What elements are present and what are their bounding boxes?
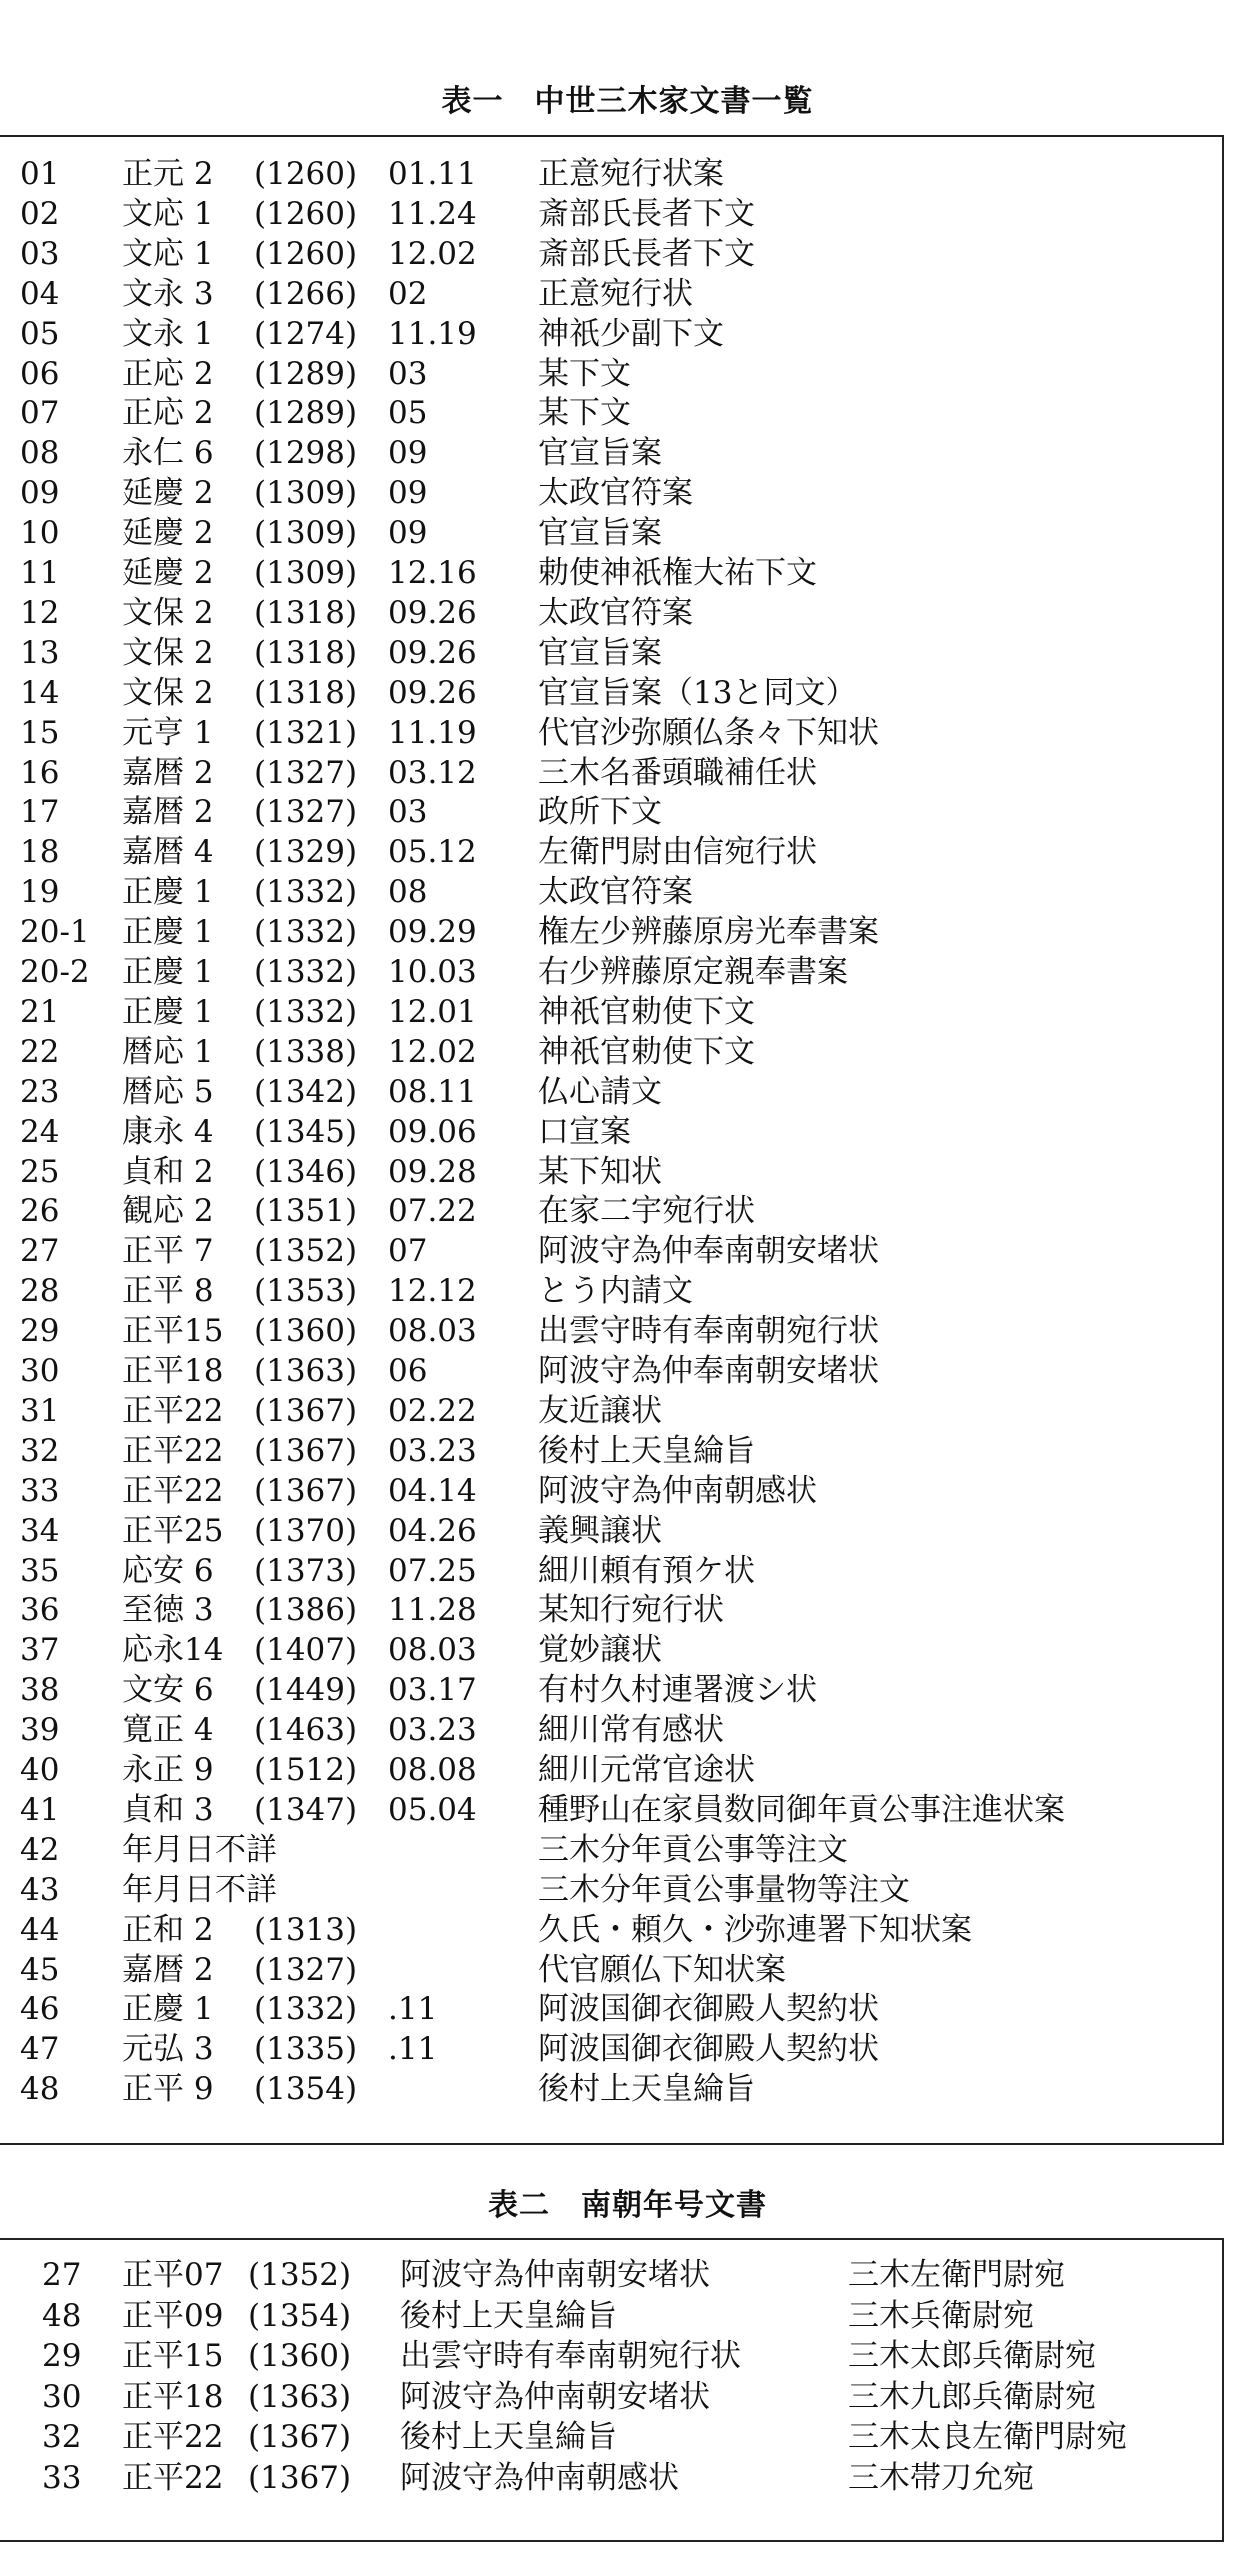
year: (1407) [254, 1632, 358, 1669]
year: (1363) [248, 2378, 352, 2415]
year: (1360) [248, 2338, 352, 2374]
document-title: 阿波守為仲南朝安堵状 [400, 2378, 710, 2415]
date: 09.26 [388, 634, 477, 671]
year: (1298) [254, 435, 358, 472]
doc-number: 44 [20, 1911, 60, 1948]
era-name: 暦応 1 [122, 1033, 214, 1070]
era-name: 延慶 2 [122, 555, 214, 591]
era-name: 正慶 1 [122, 993, 214, 1030]
year: (1360) [254, 1313, 358, 1350]
date: 11.24 [388, 195, 477, 232]
year: (1318) [254, 674, 358, 711]
document-title: 三木分年貢公事等注文 [538, 1831, 848, 1868]
document-title: 後村上天皇綸旨 [400, 2297, 617, 2334]
era-name: 文永 3 [122, 275, 214, 312]
year: (1309) [254, 515, 358, 552]
doc-number: 20-2 [20, 954, 90, 990]
table1-title: 表一 中世三木家文書一覧 [441, 84, 814, 119]
table2-title: 表二 南朝年号文書 [488, 2188, 767, 2223]
year: (1332) [254, 874, 358, 911]
era-name: 正平22 [122, 1432, 224, 1469]
doc-number: 25 [20, 1153, 60, 1190]
year: (1363) [254, 1353, 358, 1389]
document-title: 権左少辨藤原房光奉書案 [538, 914, 879, 951]
era-name: 文永 1 [122, 315, 214, 352]
era-name: 正平18 [122, 2378, 224, 2415]
era-name: 正平09 [122, 2297, 224, 2334]
doc-number: 26 [20, 1193, 60, 1230]
era-name: 正和 2 [122, 1911, 214, 1948]
doc-number: 34 [20, 1512, 60, 1549]
document-title: 正意宛行状 [538, 275, 693, 312]
era-name: 嘉暦 2 [122, 1951, 214, 1988]
document-title: 仏心請文 [538, 1073, 662, 1110]
doc-number: 12 [20, 594, 60, 631]
document-title: 細川頼有預ケ状 [538, 1552, 755, 1589]
doc-number: 18 [20, 834, 60, 871]
era-name: 寛正 4 [122, 1712, 214, 1749]
date: 08.03 [388, 1632, 477, 1669]
doc-number: 14 [20, 674, 60, 711]
era-name: 正平07 [122, 2257, 224, 2293]
document-title: 阿波守為仲南朝感状 [538, 1472, 817, 1509]
date: 03.12 [388, 754, 477, 791]
doc-number: 30 [20, 1353, 60, 1389]
doc-number: 10 [20, 515, 60, 552]
doc-number: 17 [20, 794, 60, 831]
era-name: 正平15 [122, 2338, 224, 2374]
doc-number: 21 [20, 993, 60, 1030]
doc-number: 27 [42, 2257, 82, 2293]
era-name: 文応 1 [122, 235, 214, 272]
date: 02 [388, 275, 428, 312]
document-title: 種野山在家員数同御年貢公事注進状案 [538, 1791, 1065, 1828]
year: (1338) [254, 1033, 358, 1070]
doc-number: 38 [20, 1672, 60, 1709]
date: 03 [388, 794, 428, 831]
year: (1373) [254, 1552, 358, 1589]
date: 11.19 [388, 315, 477, 352]
year: (1260) [254, 156, 358, 192]
document-title: 神祇少副下文 [538, 315, 724, 352]
document-title: 細川元常官途状 [538, 1752, 755, 1788]
date: 09.28 [388, 1153, 477, 1190]
date: 07 [388, 1233, 428, 1270]
doc-number: 43 [20, 1871, 60, 1908]
addressee: 三木帯刀允宛 [848, 2459, 1034, 2496]
doc-number: 09 [20, 475, 60, 512]
era-name: 康永 4 [122, 1113, 214, 1150]
date: 09.26 [388, 594, 477, 631]
doc-number: 08 [20, 435, 60, 472]
date: 03.23 [388, 1712, 477, 1749]
doc-number: 13 [20, 634, 60, 671]
addressee: 三木太郎兵衛尉宛 [848, 2338, 1096, 2374]
document-title: 覚妙譲状 [538, 1632, 662, 1669]
doc-number: 42 [20, 1831, 60, 1868]
addressee: 三木左衛門尉宛 [848, 2257, 1065, 2293]
year: (1321) [254, 714, 358, 751]
date: 07.22 [388, 1193, 477, 1230]
date: 12.02 [388, 1033, 477, 1070]
year: (1367) [248, 2459, 352, 2496]
document-title: 政所下文 [538, 794, 662, 831]
document-title: 某下文 [538, 355, 631, 392]
document-title: 友近譲状 [538, 1392, 662, 1429]
date: 09 [388, 515, 428, 552]
addressee: 三木九郎兵衛尉宛 [848, 2378, 1096, 2415]
year: (1367) [254, 1392, 358, 1429]
year: (1332) [254, 993, 358, 1030]
date: 11.28 [388, 1592, 477, 1629]
date: 09.29 [388, 914, 477, 951]
era-name: 応永14 [122, 1632, 224, 1669]
year: (1463) [254, 1712, 358, 1749]
year: (1367) [254, 1472, 358, 1509]
doc-number: 40 [20, 1752, 60, 1788]
year: (1289) [254, 355, 358, 392]
date: 04.14 [388, 1472, 477, 1509]
year: (1354) [254, 2071, 358, 2108]
doc-number: 11 [20, 555, 60, 591]
doc-number: 31 [20, 1392, 60, 1429]
doc-number: 03 [20, 235, 60, 272]
document-title: 在家二宇宛行状 [538, 1193, 755, 1230]
date: 09 [388, 475, 428, 512]
doc-number: 05 [20, 315, 60, 352]
year: (1313) [254, 1911, 358, 1948]
doc-number: 41 [20, 1791, 60, 1828]
doc-number: 33 [20, 1472, 60, 1509]
document-title: 久氏・頼久・沙弥連署下知状案 [538, 1911, 972, 1948]
doc-number: 32 [20, 1432, 60, 1469]
year: (1352) [254, 1233, 358, 1270]
doc-number: 07 [20, 395, 60, 432]
document-title: 有村久村連署渡シ状 [538, 1672, 817, 1709]
doc-number: 48 [20, 2071, 60, 2108]
era-name: 文安 6 [122, 1672, 214, 1709]
year: (1327) [254, 1951, 358, 1988]
document-title: 義興譲状 [538, 1512, 662, 1549]
year: (1386) [254, 1592, 358, 1629]
document-title: 阿波守為仲奉南朝安堵状 [538, 1353, 879, 1389]
date: 08.08 [388, 1752, 477, 1788]
doc-number: 23 [20, 1073, 60, 1110]
era-name: 永正 9 [122, 1752, 214, 1788]
year: (1449) [254, 1672, 358, 1709]
doc-number: 47 [20, 2031, 60, 2068]
document-title: 阿波守為仲奉南朝安堵状 [538, 1233, 879, 1270]
era-name: 嘉暦 4 [122, 834, 214, 871]
document-title: 官宣旨案 [538, 515, 662, 552]
document-title: 官宣旨案（13と同文） [538, 674, 857, 711]
era-name: 嘉暦 2 [122, 794, 214, 831]
doc-number: 28 [20, 1273, 60, 1310]
doc-number: 04 [20, 275, 60, 312]
era-name: 延慶 2 [122, 475, 214, 512]
addressee: 三木兵衛尉宛 [848, 2297, 1034, 2334]
date: 05.04 [388, 1791, 477, 1828]
year: (1367) [254, 1432, 358, 1469]
era-name: 正慶 1 [122, 914, 214, 951]
year: (1274) [254, 315, 358, 352]
era-name: 正元 2 [122, 156, 214, 192]
era-name: 正平 8 [122, 1273, 214, 1310]
doc-number: 37 [20, 1632, 60, 1669]
doc-number: 46 [20, 1991, 60, 2028]
addressee: 三木太良左衛門尉宛 [848, 2419, 1127, 2455]
year: (1345) [254, 1113, 358, 1150]
year: (1352) [248, 2257, 352, 2293]
document-title: 後村上天皇綸旨 [400, 2419, 617, 2455]
era-name: 正平25 [122, 1512, 224, 1549]
document-title: 阿波守為仲南朝安堵状 [400, 2257, 710, 2293]
date: 12.16 [388, 555, 477, 591]
year: (1342) [254, 1073, 358, 1110]
doc-number: 22 [20, 1033, 60, 1070]
year: (1347) [254, 1791, 358, 1828]
date: 08 [388, 874, 428, 911]
year: (1260) [254, 195, 358, 232]
document-title: 三木名番頭職補任状 [538, 754, 817, 791]
era-name: 文応 1 [122, 195, 214, 232]
document-title: 神祇官勅使下文 [538, 993, 755, 1030]
doc-number: 48 [42, 2297, 82, 2334]
year: (1266) [254, 275, 358, 312]
date: 12.02 [388, 235, 477, 272]
date: 05.12 [388, 834, 477, 871]
doc-number: 30 [42, 2378, 82, 2415]
document-title: 阿波守為仲南朝感状 [400, 2459, 679, 2496]
year: (1260) [254, 235, 358, 272]
doc-number: 16 [20, 754, 60, 791]
year: (1353) [254, 1273, 358, 1310]
era-name: 永仁 6 [122, 435, 214, 472]
era-name: 応安 6 [122, 1552, 214, 1589]
era-name: 正応 2 [122, 395, 214, 432]
document-title: 勅使神祇権大祐下文 [538, 555, 817, 591]
year: (1289) [254, 395, 358, 432]
date: 07.25 [388, 1552, 477, 1589]
era-name: 貞和 3 [122, 1791, 214, 1828]
year: (1332) [254, 1991, 358, 2028]
date: 11.19 [388, 714, 477, 751]
era-name: 観応 2 [122, 1193, 214, 1230]
era-name: 年月日不詳 [122, 1871, 277, 1908]
date: 09 [388, 435, 428, 472]
doc-number: 32 [42, 2419, 82, 2455]
era-name: 文保 2 [122, 674, 214, 711]
era-name: 嘉暦 2 [122, 754, 214, 791]
era-name: 正平22 [122, 1472, 224, 1509]
era-name: 正平18 [122, 1353, 224, 1389]
doc-number: 33 [42, 2459, 82, 2496]
document-title: 官宣旨案 [538, 634, 662, 671]
date: 04.26 [388, 1512, 477, 1549]
date: 12.12 [388, 1273, 477, 1310]
date: 08.03 [388, 1313, 477, 1350]
document-title: 太政官符案 [538, 475, 693, 512]
era-name: 正平 9 [122, 2071, 214, 2108]
year: (1309) [254, 475, 358, 512]
document-title: 正意宛行状案 [538, 156, 724, 192]
era-name: 元亨 1 [122, 714, 214, 751]
doc-number: 29 [42, 2338, 82, 2374]
date: 06 [388, 1353, 428, 1389]
document-title: 阿波国御衣御殿人契約状 [538, 2031, 879, 2068]
doc-number: 19 [20, 874, 60, 911]
document-title: 三木分年貢公事量物等注文 [538, 1871, 910, 1908]
date: 02.22 [388, 1392, 477, 1429]
document-title: 後村上天皇綸旨 [538, 2071, 755, 2108]
era-name: 正平 7 [122, 1233, 214, 1270]
doc-number: 06 [20, 355, 60, 392]
document-title: 代官願仏下知状案 [538, 1951, 786, 1988]
year: (1332) [254, 914, 358, 951]
document-title: 口宣案 [538, 1113, 631, 1150]
year: (1351) [254, 1193, 358, 1230]
year: (1512) [254, 1752, 358, 1788]
doc-number: 39 [20, 1712, 60, 1749]
era-name: 文保 2 [122, 594, 214, 631]
date: 10.03 [388, 954, 477, 990]
date: 09.26 [388, 674, 477, 711]
document-title: 斎部氏長者下文 [538, 235, 755, 272]
date: 08.11 [388, 1073, 477, 1110]
document-title: 官宣旨案 [538, 435, 662, 472]
year: (1335) [254, 2031, 358, 2068]
document-title: 某知行宛行状 [538, 1592, 724, 1629]
era-name: 貞和 2 [122, 1153, 214, 1190]
year: (1318) [254, 594, 358, 631]
doc-number: 45 [20, 1951, 60, 1988]
era-name: 至徳 3 [122, 1592, 214, 1629]
document-title: 右少辨藤原定親奉書案 [538, 954, 848, 990]
year: (1346) [254, 1153, 358, 1190]
date: 09.06 [388, 1113, 477, 1150]
date: 03 [388, 355, 428, 392]
date: 03.23 [388, 1432, 477, 1469]
era-name: 延慶 2 [122, 515, 214, 552]
era-name: 正平22 [122, 1392, 224, 1429]
year: (1370) [254, 1512, 358, 1549]
era-name: 正平22 [122, 2459, 224, 2496]
doc-number: 29 [20, 1313, 60, 1350]
era-name: 元弘 3 [122, 2031, 214, 2068]
year: (1354) [248, 2297, 352, 2334]
document-title: 某下知状 [538, 1153, 662, 1190]
date: 05 [388, 395, 428, 432]
era-name: 年月日不詳 [122, 1831, 277, 1868]
document-title: 左衛門尉由信宛行状 [538, 834, 817, 871]
era-name: 正応 2 [122, 355, 214, 392]
document-title: 神祇官勅使下文 [538, 1033, 755, 1070]
date: .11 [388, 2031, 438, 2068]
era-name: 正慶 1 [122, 1991, 214, 2028]
era-name: 正慶 1 [122, 954, 214, 990]
document-title: とう内請文 [538, 1273, 693, 1310]
date: .11 [388, 1991, 438, 2028]
year: (1327) [254, 794, 358, 831]
doc-number: 20-1 [20, 914, 90, 951]
era-name: 正平15 [122, 1313, 224, 1350]
year: (1329) [254, 834, 358, 871]
era-name: 暦応 5 [122, 1073, 214, 1110]
document-title: 某下文 [538, 395, 631, 432]
doc-number: 36 [20, 1592, 60, 1629]
doc-number: 15 [20, 714, 60, 751]
year: (1309) [254, 555, 358, 591]
document-title: 斎部氏長者下文 [538, 195, 755, 232]
doc-number: 24 [20, 1113, 60, 1150]
document-title: 阿波国御衣御殿人契約状 [538, 1991, 879, 2028]
era-name: 正平22 [122, 2419, 224, 2455]
year: (1327) [254, 754, 358, 791]
year: (1332) [254, 954, 358, 990]
year: (1318) [254, 634, 358, 671]
document-title: 代官沙弥願仏条々下知状 [538, 714, 879, 751]
document-title: 細川常有感状 [538, 1712, 724, 1749]
document-title: 後村上天皇綸旨 [538, 1432, 755, 1469]
year: (1367) [248, 2419, 352, 2455]
doc-number: 27 [20, 1233, 60, 1270]
doc-number: 02 [20, 195, 60, 232]
document-title: 出雲守時有奉南朝宛行状 [538, 1313, 879, 1350]
document-title: 太政官符案 [538, 594, 693, 631]
doc-number: 35 [20, 1552, 60, 1589]
doc-number: 01 [20, 156, 60, 192]
document-title: 出雲守時有奉南朝宛行状 [400, 2338, 741, 2374]
date: 12.01 [388, 993, 477, 1030]
document-title: 太政官符案 [538, 874, 693, 911]
era-name: 文保 2 [122, 634, 214, 671]
date: 03.17 [388, 1672, 477, 1709]
era-name: 正慶 1 [122, 874, 214, 911]
date: 01.11 [388, 156, 477, 192]
